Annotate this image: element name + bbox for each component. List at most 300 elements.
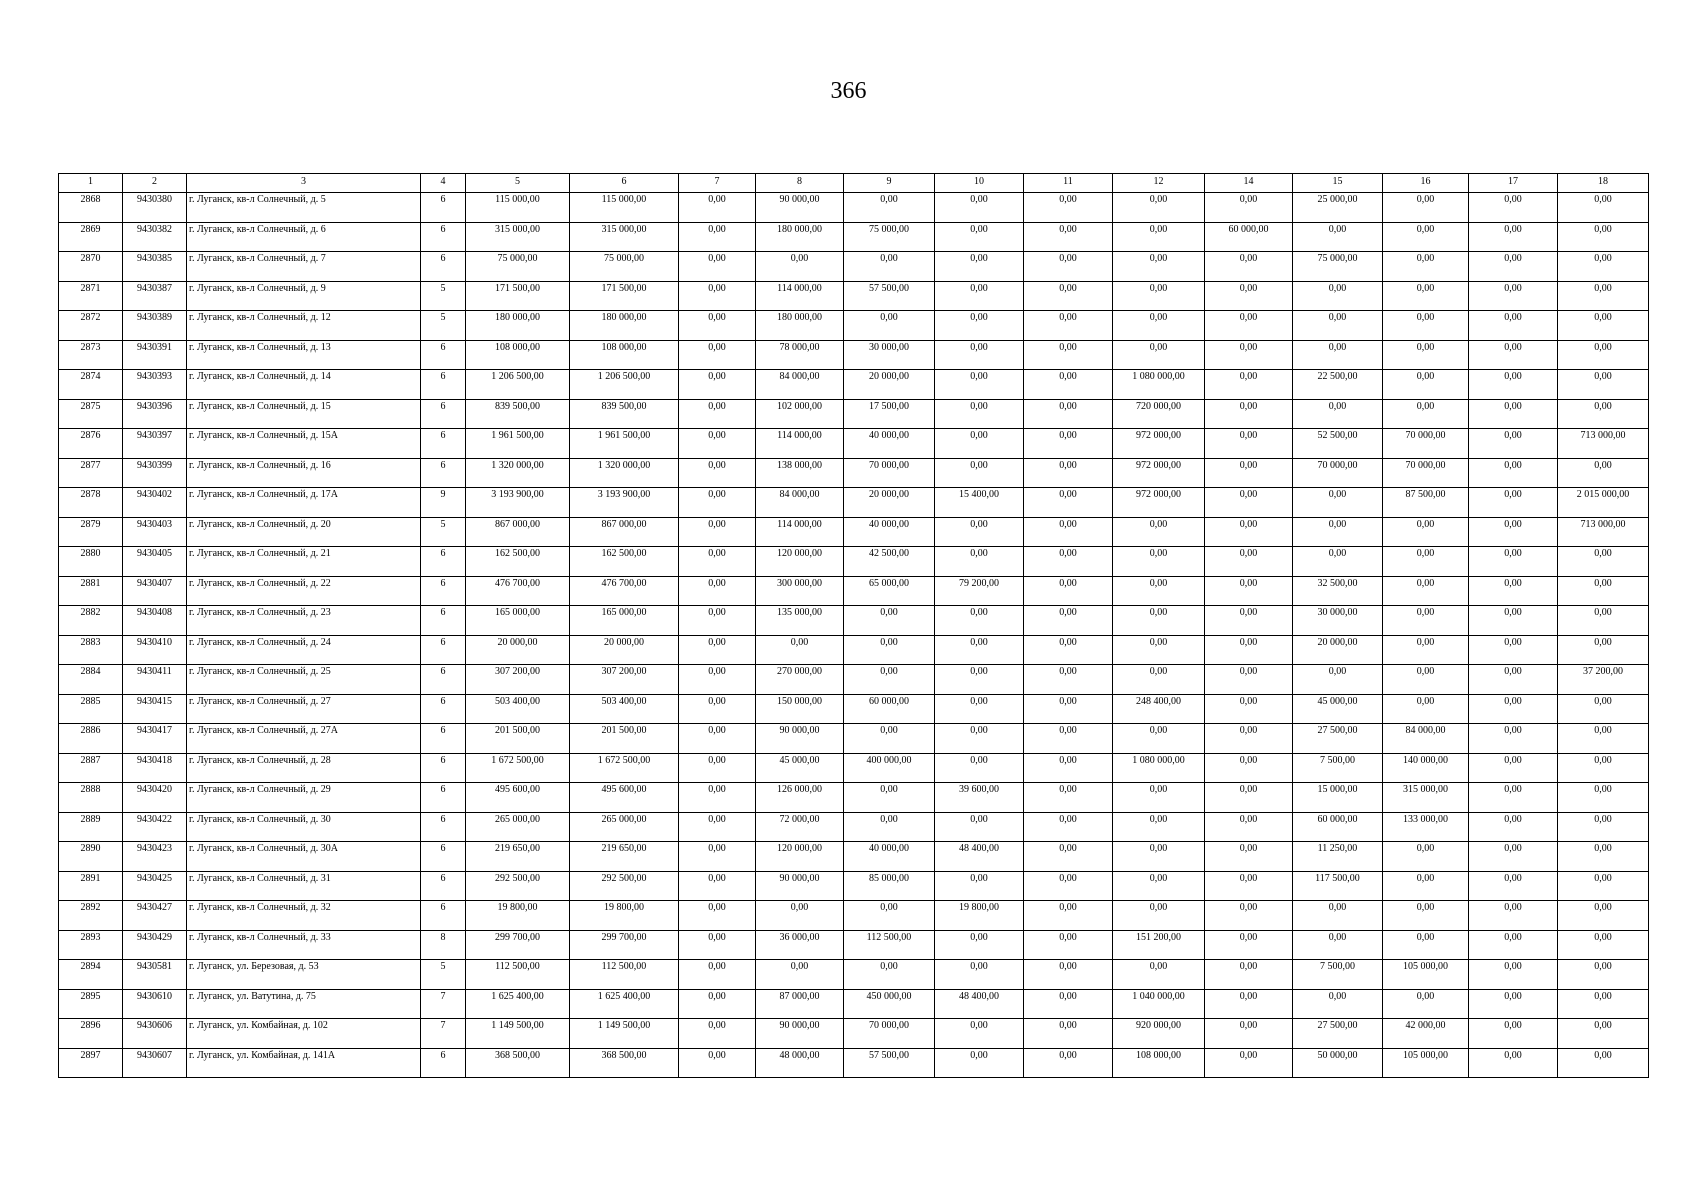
table-cell: 5 — [421, 311, 466, 341]
table-cell: 0,00 — [844, 960, 935, 990]
table-cell: 0,00 — [1469, 458, 1558, 488]
table-cell: 0,00 — [1024, 340, 1113, 370]
table-cell: 60 000,00 — [1293, 812, 1383, 842]
table-cell: 5 — [421, 281, 466, 311]
table-cell: 0,00 — [679, 665, 756, 695]
table-cell: 9430429 — [123, 930, 187, 960]
table-cell: 9430405 — [123, 547, 187, 577]
table-cell: 0,00 — [1558, 694, 1649, 724]
table-cell: 0,00 — [1205, 1048, 1293, 1078]
table-cell: 2890 — [59, 842, 123, 872]
address-cell: г. Луганск, кв-л Солнечный, д. 24 — [187, 635, 421, 665]
table-cell: 0,00 — [679, 635, 756, 665]
address-cell: г. Луганск, кв-л Солнечный, д. 32 — [187, 901, 421, 931]
table-cell: 0,00 — [679, 871, 756, 901]
table-cell: 165 000,00 — [466, 606, 570, 636]
table-cell: 0,00 — [1205, 252, 1293, 282]
table-cell: 0,00 — [756, 635, 844, 665]
table-cell: 0,00 — [1469, 694, 1558, 724]
table-cell: 0,00 — [1024, 783, 1113, 813]
table-cell: 0,00 — [679, 399, 756, 429]
address-cell: г. Луганск, кв-л Солнечный, д. 17А — [187, 488, 421, 518]
table-cell: 0,00 — [679, 252, 756, 282]
table-cell: 70 000,00 — [844, 1019, 935, 1049]
table-row — [59, 871, 1649, 901]
table-cell: 9430410 — [123, 635, 187, 665]
table-cell: 0,00 — [1383, 901, 1469, 931]
table-cell: 45 000,00 — [756, 753, 844, 783]
table-cell: 2891 — [59, 871, 123, 901]
address-cell: г. Луганск, кв-л Солнечный, д. 6 — [187, 222, 421, 252]
table-cell: 839 500,00 — [466, 399, 570, 429]
address-cell: г. Луганск, кв-л Солнечный, д. 21 — [187, 547, 421, 577]
table-cell: 5 — [421, 960, 466, 990]
table-cell: 0,00 — [844, 193, 935, 223]
table-cell: 6 — [421, 724, 466, 754]
table-cell: 0,00 — [1383, 222, 1469, 252]
table-cell: 65 000,00 — [844, 576, 935, 606]
table-cell: 0,00 — [1293, 930, 1383, 960]
column-header: 2 — [123, 174, 187, 193]
table-cell: 6 — [421, 694, 466, 724]
table-cell: 0,00 — [1205, 694, 1293, 724]
table-cell: 2877 — [59, 458, 123, 488]
table-cell: 0,00 — [679, 694, 756, 724]
table-cell: 0,00 — [935, 960, 1024, 990]
table-cell: 0,00 — [844, 901, 935, 931]
table-cell: 0,00 — [935, 222, 1024, 252]
table-cell: 2881 — [59, 576, 123, 606]
column-header: 9 — [844, 174, 935, 193]
table-row — [59, 842, 1649, 872]
table-cell: 0,00 — [1293, 281, 1383, 311]
table-cell: 292 500,00 — [570, 871, 679, 901]
table-cell: 0,00 — [1293, 311, 1383, 341]
table-cell: 2894 — [59, 960, 123, 990]
table-cell: 0,00 — [1024, 429, 1113, 459]
table-cell: 0,00 — [1558, 783, 1649, 813]
table-cell: 7 500,00 — [1293, 753, 1383, 783]
table-cell: 162 500,00 — [570, 547, 679, 577]
table-cell: 20 000,00 — [570, 635, 679, 665]
table-cell: 6 — [421, 1048, 466, 1078]
table-cell: 6 — [421, 547, 466, 577]
table-cell: 2895 — [59, 989, 123, 1019]
table-cell: 450 000,00 — [844, 989, 935, 1019]
table-row — [59, 252, 1649, 282]
table-cell: 180 000,00 — [756, 311, 844, 341]
table-cell: 9430387 — [123, 281, 187, 311]
table-cell: 920 000,00 — [1113, 1019, 1205, 1049]
table-cell: 0,00 — [1024, 311, 1113, 341]
table-cell: 1 040 000,00 — [1113, 989, 1205, 1019]
column-header: 4 — [421, 174, 466, 193]
table-cell: 0,00 — [1469, 576, 1558, 606]
table-cell: 40 000,00 — [844, 429, 935, 459]
table-cell: 6 — [421, 222, 466, 252]
column-header: 1 — [59, 174, 123, 193]
table-cell: 0,00 — [1558, 547, 1649, 577]
table-cell: 0,00 — [1293, 340, 1383, 370]
table-cell: 2883 — [59, 635, 123, 665]
table-cell: 0,00 — [1293, 222, 1383, 252]
table-cell: 0,00 — [679, 429, 756, 459]
table-cell: 2886 — [59, 724, 123, 754]
table-cell: 315 000,00 — [466, 222, 570, 252]
table-cell: 0,00 — [1383, 871, 1469, 901]
table-cell: 0,00 — [679, 281, 756, 311]
address-cell: г. Луганск, кв-л Солнечный, д. 22 — [187, 576, 421, 606]
table-cell: 248 400,00 — [1113, 694, 1205, 724]
table-cell: 0,00 — [1205, 488, 1293, 518]
table-cell: 1 320 000,00 — [570, 458, 679, 488]
table-cell: 6 — [421, 606, 466, 636]
table-cell: 0,00 — [1383, 665, 1469, 695]
table-cell: 120 000,00 — [756, 842, 844, 872]
table-cell: 0,00 — [1469, 252, 1558, 282]
table-cell: 7 — [421, 1019, 466, 1049]
table-row — [59, 1048, 1649, 1078]
table-cell: 0,00 — [1024, 1019, 1113, 1049]
table-cell: 300 000,00 — [756, 576, 844, 606]
table-cell: 75 000,00 — [1293, 252, 1383, 282]
table-cell: 57 500,00 — [844, 281, 935, 311]
table-cell: 0,00 — [935, 1048, 1024, 1078]
table-cell: 720 000,00 — [1113, 399, 1205, 429]
table-cell: 2875 — [59, 399, 123, 429]
table-cell: 105 000,00 — [1383, 960, 1469, 990]
table-cell: 0,00 — [1383, 694, 1469, 724]
table-cell: 0,00 — [679, 370, 756, 400]
column-header: 16 — [1383, 174, 1469, 193]
table-cell: 1 080 000,00 — [1113, 370, 1205, 400]
table-cell: 6 — [421, 399, 466, 429]
address-cell: г. Луганск, ул. Березовая, д. 53 — [187, 960, 421, 990]
table-cell: 0,00 — [1205, 783, 1293, 813]
table-cell: 0,00 — [1205, 871, 1293, 901]
table-cell: 6 — [421, 871, 466, 901]
table-cell: 9430391 — [123, 340, 187, 370]
table-cell: 85 000,00 — [844, 871, 935, 901]
table-row — [59, 960, 1649, 990]
table-cell: 2885 — [59, 694, 123, 724]
table-cell: 0,00 — [1383, 340, 1469, 370]
table-cell: 0,00 — [1024, 606, 1113, 636]
table-cell: 6 — [421, 458, 466, 488]
table-cell: 0,00 — [1558, 635, 1649, 665]
table-cell: 0,00 — [935, 370, 1024, 400]
table-cell: 19 800,00 — [935, 901, 1024, 931]
table-cell: 0,00 — [1205, 458, 1293, 488]
table-cell: 0,00 — [1205, 517, 1293, 547]
address-cell: г. Луганск, кв-л Солнечный, д. 14 — [187, 370, 421, 400]
table-cell: 6 — [421, 901, 466, 931]
table-cell: 0,00 — [935, 753, 1024, 783]
table-cell: 201 500,00 — [570, 724, 679, 754]
table-row — [59, 222, 1649, 252]
table-cell: 0,00 — [679, 960, 756, 990]
table-row — [59, 783, 1649, 813]
table-cell: 9430420 — [123, 783, 187, 813]
table-cell: 2896 — [59, 1019, 123, 1049]
table-cell: 6 — [421, 576, 466, 606]
table-cell: 0,00 — [844, 724, 935, 754]
table-cell: 972 000,00 — [1113, 458, 1205, 488]
table-cell: 0,00 — [844, 311, 935, 341]
table-cell: 9430380 — [123, 193, 187, 223]
table-cell: 299 700,00 — [466, 930, 570, 960]
table-cell: 87 500,00 — [1383, 488, 1469, 518]
table-cell: 0,00 — [1024, 193, 1113, 223]
table-cell: 117 500,00 — [1293, 871, 1383, 901]
table-row — [59, 989, 1649, 1019]
table-cell: 20 000,00 — [844, 370, 935, 400]
table-cell: 0,00 — [935, 399, 1024, 429]
table-cell: 867 000,00 — [466, 517, 570, 547]
address-cell: г. Луганск, кв-л Солнечный, д. 12 — [187, 311, 421, 341]
table-cell: 0,00 — [1469, 547, 1558, 577]
table-cell: 503 400,00 — [570, 694, 679, 724]
table-cell: 40 000,00 — [844, 842, 935, 872]
table-cell: 0,00 — [1024, 458, 1113, 488]
table-cell: 32 500,00 — [1293, 576, 1383, 606]
table-cell: 39 600,00 — [935, 783, 1024, 813]
table-row — [59, 458, 1649, 488]
table-cell: 114 000,00 — [756, 429, 844, 459]
table-cell: 57 500,00 — [844, 1048, 935, 1078]
table-cell: 9430427 — [123, 901, 187, 931]
table-cell: 0,00 — [1205, 665, 1293, 695]
column-header: 12 — [1113, 174, 1205, 193]
table-cell: 1 149 500,00 — [466, 1019, 570, 1049]
table-cell: 0,00 — [756, 252, 844, 282]
address-cell: г. Луганск, ул. Комбайная, д. 102 — [187, 1019, 421, 1049]
table-cell: 9430397 — [123, 429, 187, 459]
table-cell: 0,00 — [1558, 606, 1649, 636]
table-cell: 0,00 — [1383, 606, 1469, 636]
table-cell: 6 — [421, 340, 466, 370]
table-cell: 0,00 — [1469, 340, 1558, 370]
table-cell: 0,00 — [1113, 665, 1205, 695]
table-cell: 0,00 — [1293, 488, 1383, 518]
table-cell: 315 000,00 — [1383, 783, 1469, 813]
table-cell: 52 500,00 — [1293, 429, 1383, 459]
table-cell: 0,00 — [1113, 193, 1205, 223]
table-cell: 0,00 — [1558, 930, 1649, 960]
table-cell: 37 200,00 — [1558, 665, 1649, 695]
table-cell: 0,00 — [844, 812, 935, 842]
table-cell: 0,00 — [1469, 783, 1558, 813]
table-cell: 0,00 — [1024, 222, 1113, 252]
table-cell: 2868 — [59, 193, 123, 223]
table-cell: 0,00 — [1113, 960, 1205, 990]
table-cell: 0,00 — [679, 547, 756, 577]
table-cell: 0,00 — [1558, 458, 1649, 488]
table-cell: 126 000,00 — [756, 783, 844, 813]
table-cell: 0,00 — [1469, 871, 1558, 901]
table-cell: 2880 — [59, 547, 123, 577]
table-cell: 25 000,00 — [1293, 193, 1383, 223]
table-cell: 171 500,00 — [570, 281, 679, 311]
table-row — [59, 606, 1649, 636]
table-cell: 0,00 — [1558, 901, 1649, 931]
table-cell: 0,00 — [935, 458, 1024, 488]
table-cell: 70 000,00 — [844, 458, 935, 488]
table-cell: 0,00 — [1469, 635, 1558, 665]
table-cell: 0,00 — [679, 989, 756, 1019]
table-cell: 0,00 — [1469, 1019, 1558, 1049]
address-cell: г. Луганск, кв-л Солнечный, д. 5 — [187, 193, 421, 223]
address-cell: г. Луганск, кв-л Солнечный, д. 31 — [187, 871, 421, 901]
registry-table — [58, 173, 1649, 1078]
table-cell: 0,00 — [1205, 281, 1293, 311]
table-cell: 75 000,00 — [844, 222, 935, 252]
table-cell: 2889 — [59, 812, 123, 842]
table-cell: 84 000,00 — [756, 488, 844, 518]
table-cell: 299 700,00 — [570, 930, 679, 960]
table-cell: 79 200,00 — [935, 576, 1024, 606]
table-cell: 5 — [421, 517, 466, 547]
table-cell: 0,00 — [1024, 517, 1113, 547]
table-cell: 1 961 500,00 — [570, 429, 679, 459]
table-cell: 9430402 — [123, 488, 187, 518]
table-cell: 2 015 000,00 — [1558, 488, 1649, 518]
table-cell: 150 000,00 — [756, 694, 844, 724]
table-cell: 6 — [421, 635, 466, 665]
table-cell: 0,00 — [1113, 576, 1205, 606]
table-cell: 0,00 — [1205, 193, 1293, 223]
table-cell: 0,00 — [935, 429, 1024, 459]
table-cell: 219 650,00 — [466, 842, 570, 872]
table-cell: 9430403 — [123, 517, 187, 547]
table-cell: 70 000,00 — [1383, 458, 1469, 488]
table-cell: 219 650,00 — [570, 842, 679, 872]
table-cell: 162 500,00 — [466, 547, 570, 577]
table-cell: 0,00 — [1113, 222, 1205, 252]
table-row — [59, 665, 1649, 695]
address-cell: г. Луганск, ул. Ватутина, д. 75 — [187, 989, 421, 1019]
table-cell: 0,00 — [1205, 724, 1293, 754]
table-cell: 0,00 — [1383, 576, 1469, 606]
table-cell: 108 000,00 — [570, 340, 679, 370]
table-cell: 0,00 — [679, 576, 756, 606]
table-cell: 9430393 — [123, 370, 187, 400]
table-cell: 0,00 — [1113, 901, 1205, 931]
table-cell: 0,00 — [935, 252, 1024, 282]
table-cell: 0,00 — [679, 1048, 756, 1078]
table-cell: 0,00 — [679, 783, 756, 813]
table-cell: 0,00 — [1469, 960, 1558, 990]
table-cell: 0,00 — [679, 842, 756, 872]
table-cell: 0,00 — [1024, 960, 1113, 990]
column-header: 14 — [1205, 174, 1293, 193]
column-header: 6 — [570, 174, 679, 193]
table-cell: 17 500,00 — [844, 399, 935, 429]
table-cell: 135 000,00 — [756, 606, 844, 636]
table-cell: 0,00 — [935, 340, 1024, 370]
table-cell: 0,00 — [844, 252, 935, 282]
table-cell: 6 — [421, 812, 466, 842]
table-cell: 9430385 — [123, 252, 187, 282]
address-cell: г. Луганск, кв-л Солнечный, д. 30 — [187, 812, 421, 842]
table-cell: 9430423 — [123, 842, 187, 872]
table-row — [59, 547, 1649, 577]
table-cell: 42 500,00 — [844, 547, 935, 577]
table-cell: 0,00 — [1113, 783, 1205, 813]
table-cell: 112 500,00 — [466, 960, 570, 990]
table-cell: 70 000,00 — [1293, 458, 1383, 488]
table-cell: 3 193 900,00 — [466, 488, 570, 518]
address-cell: г. Луганск, кв-л Солнечный, д. 23 — [187, 606, 421, 636]
table-cell: 0,00 — [1205, 370, 1293, 400]
table-cell: 0,00 — [1469, 665, 1558, 695]
table-cell: 0,00 — [1558, 842, 1649, 872]
table-row — [59, 901, 1649, 931]
table-cell: 2893 — [59, 930, 123, 960]
table-cell: 0,00 — [935, 871, 1024, 901]
table-cell: 0,00 — [1469, 429, 1558, 459]
table-cell: 0,00 — [1383, 281, 1469, 311]
table-cell: 102 000,00 — [756, 399, 844, 429]
table-cell: 0,00 — [1293, 517, 1383, 547]
table-cell: 0,00 — [1558, 193, 1649, 223]
table-row — [59, 930, 1649, 960]
table-cell: 1 672 500,00 — [466, 753, 570, 783]
table-cell: 15 000,00 — [1293, 783, 1383, 813]
table-cell: 27 500,00 — [1293, 1019, 1383, 1049]
table-cell: 140 000,00 — [1383, 753, 1469, 783]
table-cell: 2870 — [59, 252, 123, 282]
table-cell: 112 500,00 — [844, 930, 935, 960]
table-cell: 0,00 — [1024, 724, 1113, 754]
table-cell: 112 500,00 — [570, 960, 679, 990]
table-cell: 0,00 — [679, 930, 756, 960]
table-cell: 9430422 — [123, 812, 187, 842]
table-cell: 90 000,00 — [756, 193, 844, 223]
table-cell: 9430606 — [123, 1019, 187, 1049]
table-cell: 0,00 — [1205, 842, 1293, 872]
table-cell: 9430415 — [123, 694, 187, 724]
table-cell: 0,00 — [679, 340, 756, 370]
table-cell: 36 000,00 — [756, 930, 844, 960]
table-cell: 0,00 — [1558, 724, 1649, 754]
table-cell: 713 000,00 — [1558, 517, 1649, 547]
table-cell: 2878 — [59, 488, 123, 518]
table-cell: 1 320 000,00 — [466, 458, 570, 488]
table-cell: 9 — [421, 488, 466, 518]
table-cell: 0,00 — [1024, 665, 1113, 695]
table-cell: 0,00 — [1558, 222, 1649, 252]
table-cell: 9430382 — [123, 222, 187, 252]
address-cell: г. Луганск, кв-л Солнечный, д. 27 — [187, 694, 421, 724]
table-cell: 2892 — [59, 901, 123, 931]
table-cell: 108 000,00 — [1113, 1048, 1205, 1078]
table-row — [59, 399, 1649, 429]
table-cell: 0,00 — [1205, 399, 1293, 429]
table-row — [59, 429, 1649, 459]
table-cell: 2884 — [59, 665, 123, 695]
table-cell: 0,00 — [935, 635, 1024, 665]
table-body — [59, 193, 1649, 1078]
table-cell: 0,00 — [1113, 635, 1205, 665]
table-cell: 0,00 — [1024, 871, 1113, 901]
address-cell: г. Луганск, кв-л Солнечный, д. 15 — [187, 399, 421, 429]
table-cell: 1 625 400,00 — [466, 989, 570, 1019]
table-cell: 0,00 — [1113, 724, 1205, 754]
table-cell: 0,00 — [1113, 252, 1205, 282]
table-cell: 0,00 — [1113, 340, 1205, 370]
table-row — [59, 517, 1649, 547]
